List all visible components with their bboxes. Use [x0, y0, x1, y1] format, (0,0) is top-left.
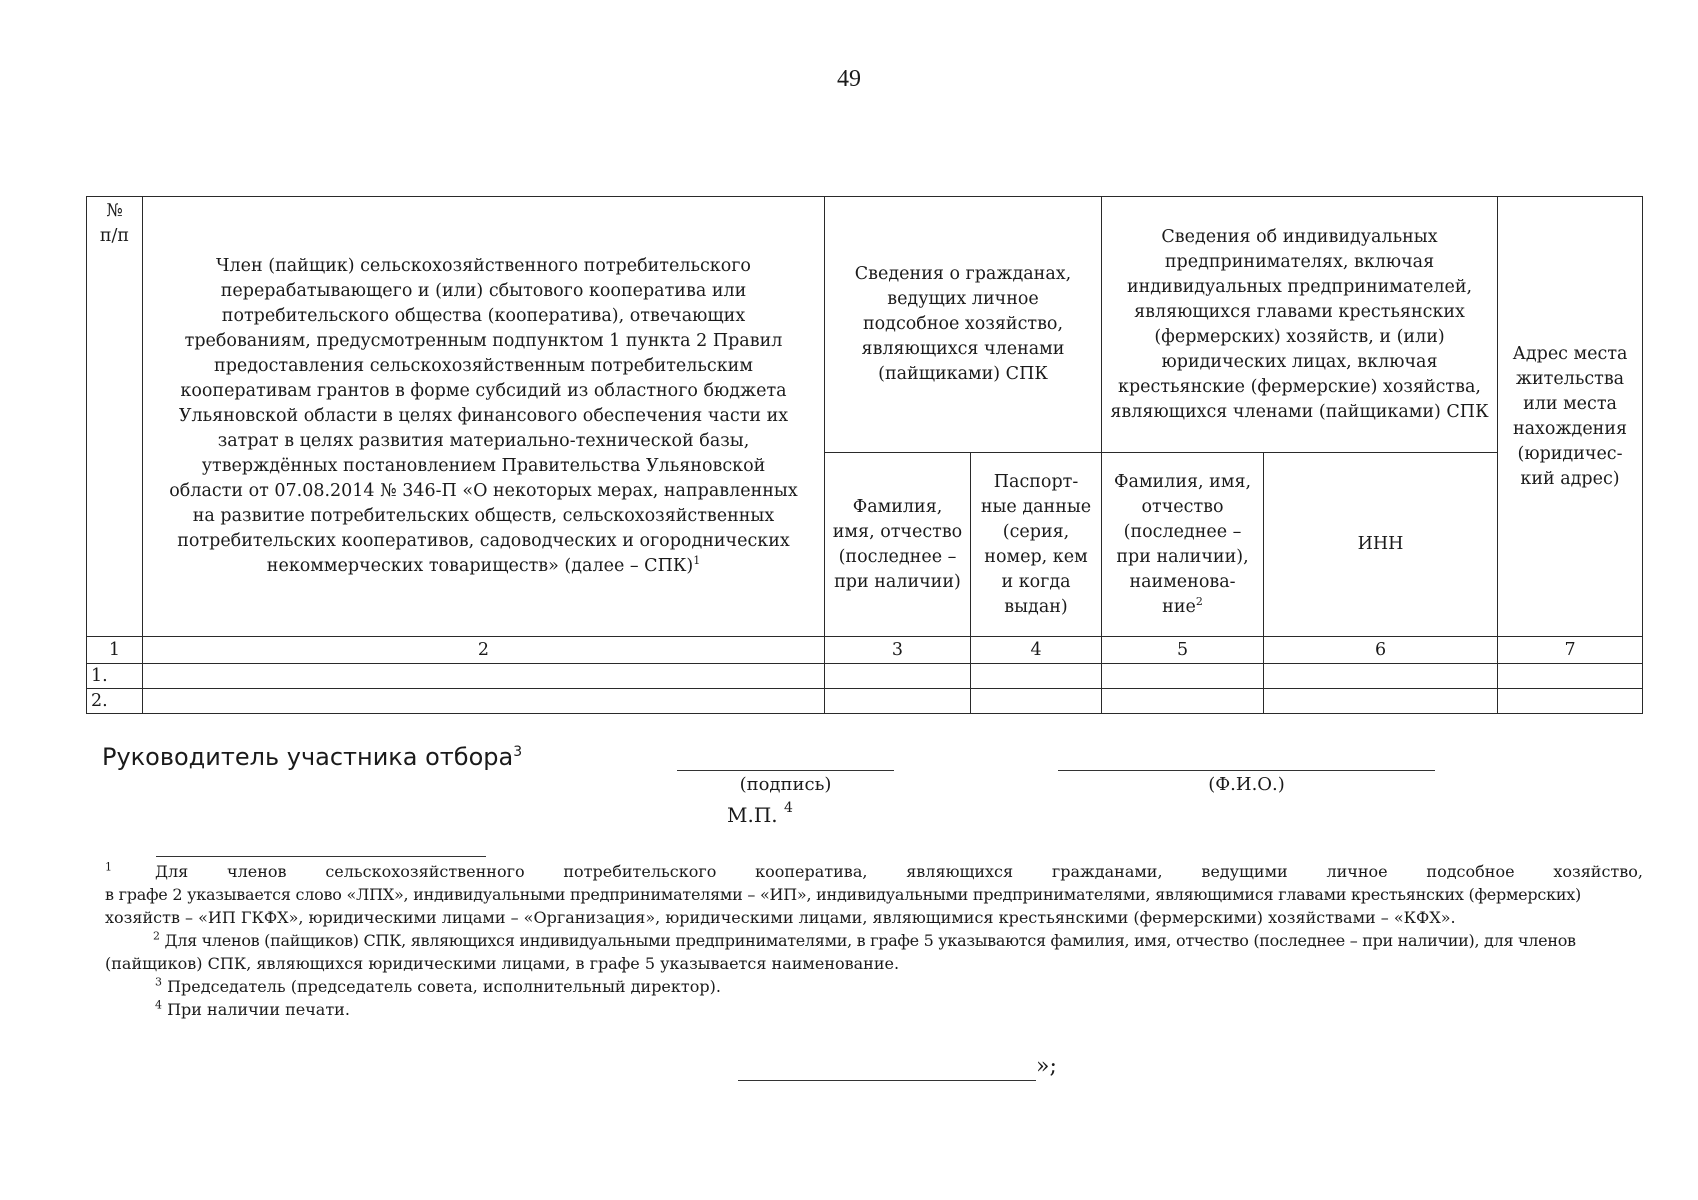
footnote-2-mark: 2	[153, 929, 160, 943]
header-fio-text: Фамилия, имя, отчество (последнее – при наличии)	[832, 496, 963, 592]
table-cell[interactable]	[971, 689, 1102, 714]
header-passport-text: Паспорт-ные данные (серия, номер, кем и когда выдан)	[980, 471, 1092, 617]
signature-caption: (подпись)	[739, 774, 832, 795]
column-number: 5	[1102, 637, 1264, 664]
fio-line[interactable]	[1058, 770, 1435, 771]
header-entrepreneurs-text: Сведения об индивидуальных предпринимателях, включая индивидуальных предпринимателей, являющихся главами крестьянских (фермерских) хозяйств, и (или) юридических лицах, включая крестьянские (фермерские) хозяйства, являющихся членами (пайщиками) СПК	[1110, 226, 1489, 422]
table-cell[interactable]	[143, 689, 825, 714]
header-member	[143, 197, 825, 637]
footnote-2-line-2: (пайщиков) СПК, являющихся юридическими лицами, в графе 5 указывается наименование.	[105, 954, 900, 973]
header-fio-name-text: Фамилия, имя, отчество (последнее – при наличии), наименова-ние	[1113, 471, 1252, 617]
leader-text: Руководитель участника отбора	[102, 743, 514, 771]
table-cell[interactable]	[825, 664, 971, 689]
column-number: 2	[143, 637, 825, 664]
page-number: 49	[837, 66, 861, 92]
header-fio-name	[1102, 453, 1264, 637]
footnote-3	[105, 975, 1643, 998]
fio-caption: (Ф.И.О.)	[1208, 774, 1285, 795]
table-cell[interactable]	[1498, 689, 1643, 714]
table-cell[interactable]	[1264, 689, 1498, 714]
table-cell[interactable]	[1498, 664, 1643, 689]
header-inn: ИНН	[1264, 453, 1498, 637]
table-cell[interactable]	[1264, 664, 1498, 689]
footnote-ref-1: 1	[693, 554, 701, 568]
column-number: 7	[1498, 637, 1643, 664]
closing-mark: »;	[1036, 1054, 1057, 1079]
stamp-mark	[727, 800, 793, 827]
header-entrepreneurs	[1102, 197, 1498, 453]
footnote-4-text: При наличии печати.	[167, 1000, 350, 1019]
column-number: 6	[1264, 637, 1498, 664]
leader-label	[102, 743, 522, 771]
header-number: № п/п	[87, 197, 143, 637]
table-row	[87, 689, 1643, 714]
footnotes	[105, 860, 1643, 1021]
stamp-text: М.П.	[727, 803, 778, 827]
column-number: 1	[87, 637, 143, 664]
footnote-4	[105, 998, 1643, 1021]
column-numbers-row	[87, 637, 1643, 664]
table-row	[87, 664, 1643, 689]
footnote-ref-4: 4	[784, 800, 793, 816]
table-cell[interactable]	[971, 664, 1102, 689]
header-address-text: Адрес места жительства или места нахождения (юридичес-кий адрес)	[1512, 343, 1628, 489]
header-passport	[971, 453, 1102, 637]
table-cell[interactable]	[1102, 689, 1264, 714]
footnote-3-mark: 3	[155, 975, 162, 989]
footnote-ref-3: 3	[513, 744, 523, 760]
row-number: 1.	[87, 664, 143, 689]
table-cell[interactable]	[143, 664, 825, 689]
header-address	[1498, 197, 1643, 637]
footnote-3-text: Председатель (председатель совета, исполнительный директор).	[167, 977, 721, 996]
table-cell[interactable]	[825, 689, 971, 714]
members-table	[86, 196, 1643, 714]
footnote-2-line-1	[105, 929, 1643, 952]
header-citizens	[825, 197, 1102, 453]
footnote-ref-2: 2	[1195, 594, 1203, 608]
footnote-separator	[156, 856, 486, 857]
table-cell[interactable]	[1102, 664, 1264, 689]
footnote-4-mark: 4	[155, 998, 162, 1012]
footnote-2-text-1: Для членов (пайщиков) СПК, являющихся индивидуальными предпринимателями, в графе 5 указываются фамилия, имя, отчество (последнее – при наличии), для членов	[164, 931, 1576, 950]
header-citizens-text: Сведения о гражданах, ведущих личное подсобное хозяйство, являющихся членами (пайщиками) СПК	[854, 264, 1072, 384]
header-member-text: Член (пайщик) сельскохозяйственного потребительского перерабатывающего и (или) сбытового кооператива или потребительского общества (кооператива), отвечающих требованиям, предусмотренным подпунктом 1 пункта 2 Правил предоставления сельскохозяйственным потребительским кооперативам грантов в форме субсидий из областного бюджета Ульяновской области в целях финансового обеспечения части их затрат в целях развития материально-технической базы, утверждённых постановлением Правительства Ульяновской области от 07.08.2014 № 346-П «О некоторых мерах, направленных на развитие потребительских обществ, сельскохозяйственных потребительских кооперативов, садоводческих и огороднических некоммерческих товариществ» (далее – СПК)	[169, 256, 798, 576]
closing-line	[738, 1080, 1036, 1081]
column-number: 4	[971, 637, 1102, 664]
footnote-1-mark: 1	[105, 860, 112, 874]
signature-line[interactable]	[677, 770, 894, 771]
header-fio	[825, 453, 971, 637]
footnote-1-line-1	[105, 860, 1643, 883]
row-number: 2.	[87, 689, 143, 714]
footnote-1-line-3: хозяйств – «ИП ГКФХ», юридическими лицами – «Организация», юридическими лицами, являющимися крестьянскими (фермерскими) хозяйствами – «КФХ».	[105, 908, 1456, 927]
footnote-1-text-1: Для членов сельскохозяйственного потребительского кооператива, являющихся гражданами, ведущими личное подсобное хозяйство,	[155, 862, 1643, 881]
footnote-1-line-2: в графе 2 указывается слово «ЛПХ», индивидуальными предпринимателями – «ИП», индивидуальными предпринимателями, являющимися главами крестьянских (фермерских)	[105, 885, 1582, 904]
column-number: 3	[825, 637, 971, 664]
